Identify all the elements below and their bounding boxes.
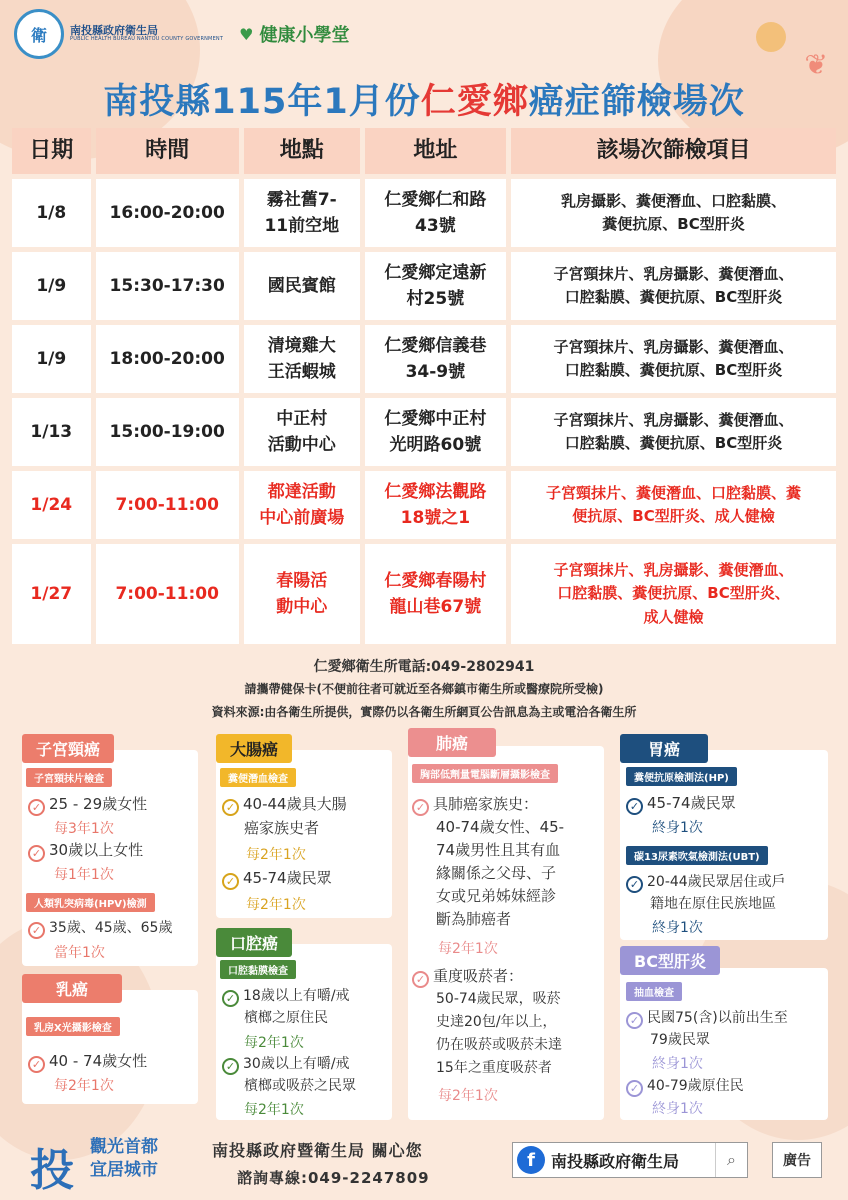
- hepatitis-item: [626, 1076, 744, 1097]
- breast-sub: 乳房X光攝影檢查: [26, 1017, 120, 1036]
- title-township: 仁愛鄉: [420, 82, 529, 122]
- hepatitis-item: [626, 1008, 788, 1029]
- oral-item-cont: 檳榔或吸菸之民眾: [244, 1078, 356, 1094]
- items-line: 口腔黏膜、糞便抗原、BC型肝炎: [564, 361, 783, 379]
- org-block: [70, 25, 223, 43]
- items-line: 子宮頸抹片、乳房攝影、糞便潛血、: [553, 410, 794, 429]
- item-text: 30歲以上有嚼/戒: [243, 1056, 350, 1072]
- oral-item: [222, 1054, 350, 1075]
- facebook-page-name: 南投縣政府衛生局: [551, 1151, 680, 1171]
- place-line: 中心前廣場: [259, 508, 345, 528]
- nantou-logo: 投: [30, 1145, 74, 1196]
- lung-item-cont: 緣關係之父母、子: [436, 864, 557, 882]
- cervical-item: [28, 794, 147, 816]
- stomach-sub1: 糞便抗原檢測法(HP): [626, 767, 737, 786]
- cell-address: [365, 398, 506, 466]
- colorectal-sub: 糞便潛血檢查: [220, 768, 296, 787]
- flower-decoration-icon: [756, 22, 786, 52]
- breast-tab: 乳癌: [22, 974, 122, 1003]
- frequency: 每2年1次: [244, 1102, 304, 1118]
- footer-org: 南投縣政府暨衛生局 關心您: [212, 1141, 423, 1160]
- oral-tab: 口腔癌: [216, 928, 292, 957]
- title-prefix: 南投縣115年1月份: [103, 82, 421, 122]
- title-suffix: 癌症篩檢場次: [528, 82, 745, 122]
- lung-item: [412, 966, 523, 988]
- cell-items: [511, 471, 836, 539]
- facebook-search-bar[interactable]: [512, 1142, 748, 1178]
- address-line: 仁愛鄉定遠新: [384, 262, 487, 283]
- item-text: 45-74歲民眾: [243, 869, 332, 887]
- item-text: 35歲、45歲、65歲: [49, 920, 173, 936]
- check-icon: ✓: [222, 873, 239, 890]
- frequency: 每2年1次: [246, 847, 306, 863]
- cell-address: [365, 325, 506, 393]
- cell-time: 7:00-11:00: [96, 471, 239, 539]
- address-line: 光明路60號: [389, 435, 482, 455]
- check-icon: ✓: [28, 1056, 45, 1073]
- source-note: 資料來源:由各衛生所提供，實際仍以各衛生所網頁公告訊息為主或電洽各衛生所: [211, 705, 637, 719]
- item-text: 45-74歲民眾: [647, 794, 736, 812]
- check-icon: ✓: [28, 845, 45, 862]
- bring-card-note: 請攜帶健保卡(不便前往者可就近至各鄉鎮市衛生所或醫療院所受檢): [244, 682, 604, 696]
- butterfly-icon: ❦: [804, 48, 828, 81]
- frequency: 每1年1次: [54, 867, 114, 883]
- items-line: 口腔黏膜、糞便抗原、BC型肝炎: [564, 288, 783, 306]
- item-text: 30歲以上女性: [49, 841, 144, 859]
- address-line: 仁愛鄉信義巷: [384, 335, 487, 356]
- page-title: [0, 74, 848, 124]
- items-line: 子宮頸抹片、乳房攝影、糞便潛血、: [553, 337, 794, 356]
- frequency: 終身1次: [652, 820, 703, 836]
- place-line: 動中心: [276, 597, 328, 617]
- header-place: 地點: [244, 128, 360, 174]
- place-line: 都達活動: [267, 481, 336, 502]
- lung-item-cont: 74歲男性且其有血: [436, 841, 561, 859]
- cell-date: 1/27: [12, 544, 91, 644]
- header-items: 該場次篩檢項目: [511, 128, 836, 174]
- cell-time: 15:30-17:30: [96, 252, 239, 320]
- cell-place: [244, 398, 360, 466]
- item-text: 40 - 74歲女性: [49, 1052, 148, 1070]
- address-line: 村25號: [406, 289, 465, 309]
- table-row: [12, 471, 836, 539]
- table-row: [12, 398, 836, 466]
- colorectal-item: [222, 868, 332, 890]
- lung-item-cont: 史達20包/年以上，: [436, 1014, 557, 1030]
- lung-item-cont: 仍在吸菸或吸菸未達: [436, 1037, 562, 1053]
- place-line: 中正村: [276, 408, 328, 429]
- cell-place: [244, 252, 360, 320]
- cell-address: [365, 179, 506, 247]
- colorectal-item: [222, 794, 347, 816]
- check-icon: ✓: [626, 876, 643, 893]
- place-line: 活動中心: [267, 435, 336, 455]
- school-name: 健康小學堂: [259, 25, 350, 46]
- colorectal-tab: 大腸癌: [216, 734, 292, 763]
- cell-address: [365, 252, 506, 320]
- check-icon: ✓: [626, 1012, 643, 1029]
- cell-time: 7:00-11:00: [96, 544, 239, 644]
- items-line: 口腔黏膜、糞便抗原、BC型肝炎、: [557, 584, 790, 603]
- item-text: 25 - 29歲女性: [49, 795, 148, 813]
- place-line: 國民賓館: [267, 275, 336, 296]
- search-icon[interactable]: ⌕: [715, 1143, 747, 1177]
- lung-tab: 肺癌: [408, 728, 496, 757]
- items-line: 便抗原、BC型肝炎、成人健檢: [572, 507, 775, 525]
- footer: [0, 1130, 848, 1200]
- place-line: 霧社舊7-: [266, 189, 337, 210]
- lung-item-cont: 50-74歲民眾，吸菸: [436, 991, 561, 1007]
- place-line: 春陽活: [276, 570, 328, 591]
- lung-item: [412, 794, 538, 816]
- item-text: 具肺癌家族史：: [433, 795, 539, 813]
- address-line: 龍山巷67號: [389, 597, 482, 617]
- header-time: 時間: [96, 128, 239, 174]
- header-address: 地址: [365, 128, 506, 174]
- colorectal-item-cont: 癌家族史者: [244, 819, 320, 837]
- cell-place: [244, 471, 360, 539]
- cell-place: [244, 179, 360, 247]
- cell-date: 1/8: [12, 179, 91, 247]
- check-icon: ✓: [626, 798, 643, 815]
- check-icon: ✓: [28, 922, 45, 939]
- cell-date: 1/13: [12, 398, 91, 466]
- address-line: 仁愛鄉春陽村: [384, 570, 487, 591]
- cell-items: [511, 325, 836, 393]
- facebook-icon: f: [517, 1146, 545, 1174]
- org-name: 南投縣政府衛生局: [70, 24, 158, 38]
- address-line: 43號: [415, 216, 456, 236]
- items-line: 成人健檢: [643, 607, 704, 626]
- check-icon: ✓: [222, 1058, 239, 1075]
- breast-item: [28, 1051, 147, 1073]
- hepatitis-tab: BC型肝炎: [620, 946, 720, 975]
- table-row: [12, 325, 836, 393]
- frequency: 每2年1次: [438, 941, 498, 957]
- hepatitis-item-cont: 79歲民眾: [650, 1032, 710, 1048]
- cell-date: 1/9: [12, 252, 91, 320]
- cervical-sub1: 子宮頸抹片檢查: [26, 768, 112, 787]
- frequency: 每2年1次: [246, 897, 306, 913]
- items-line: 乳房攝影、糞便潛血、口腔黏膜、: [561, 191, 787, 210]
- stomach-item-cont: 籍地在原住民族地區: [650, 896, 776, 912]
- health-bureau-logo: 衛: [14, 9, 64, 59]
- item-text: 重度吸菸者：: [433, 967, 524, 985]
- items-line: 子宮頸抹片、糞便潛血、口腔黏膜、糞: [546, 483, 802, 502]
- address-line: 仁愛鄉法觀路: [384, 481, 487, 502]
- address-line: 仁愛鄉中正村: [384, 408, 487, 429]
- schedule-table: [12, 128, 836, 649]
- lung-sub: 胸部低劑量電腦斷層攝影檢查: [412, 764, 558, 783]
- slogan: [90, 1136, 158, 1182]
- stomach-item: [626, 793, 736, 815]
- check-icon: ✓: [412, 799, 429, 816]
- slogan-line: 宜居城市: [90, 1159, 158, 1180]
- stomach-item: [626, 872, 786, 893]
- items-line: 口腔黏膜、糞便抗原、BC型肝炎: [564, 434, 783, 452]
- frequency: 終身1次: [652, 920, 703, 936]
- cell-time: 16:00-20:00: [96, 179, 239, 247]
- item-text: 40-79歲原住民: [647, 1078, 744, 1094]
- place-line: 11前空地: [264, 216, 340, 236]
- hepatitis-sub: 抽血檢查: [626, 982, 682, 1001]
- ad-badge: 廣告: [772, 1142, 822, 1178]
- frequency: 每2年1次: [438, 1088, 498, 1104]
- lung-item-cont: 斷為肺癌者: [436, 910, 512, 928]
- cell-items: [511, 398, 836, 466]
- check-icon: ✓: [222, 799, 239, 816]
- frequency: 終身1次: [652, 1056, 703, 1072]
- items-line: 糞便抗原、BC型肝炎: [602, 215, 745, 233]
- oral-sub: 口腔黏膜檢查: [220, 960, 296, 979]
- table-row: [12, 179, 836, 247]
- address-line: 18號之1: [400, 508, 471, 528]
- cervical-sub2: 人類乳突病毒(HPV)檢測: [26, 893, 155, 912]
- place-line: 王活蝦城: [267, 362, 336, 382]
- oral-item: [222, 986, 350, 1007]
- check-icon: ✓: [222, 990, 239, 1007]
- cell-items: [511, 252, 836, 320]
- items-line: 子宮頸抹片、乳房攝影、糞便潛血、: [553, 264, 794, 283]
- lung-item-cont: 15年之重度吸菸者: [436, 1060, 552, 1076]
- header: [14, 12, 349, 56]
- place-line: 清境雞大: [267, 335, 336, 356]
- item-text: 18歲以上有嚼/戒: [243, 988, 350, 1004]
- frequency: 每2年1次: [244, 1035, 304, 1051]
- address-line: 34-9號: [405, 362, 466, 382]
- stomach-sub2: 碳13尿素吹氣檢測法(UBT): [626, 846, 768, 865]
- slogan-line: 觀光首都: [90, 1137, 158, 1157]
- cell-place: [244, 325, 360, 393]
- cell-time: 15:00-19:00: [96, 398, 239, 466]
- check-icon: ✓: [626, 1080, 643, 1097]
- cell-place: [244, 544, 360, 644]
- cervical-tab: 子宮頸癌: [22, 734, 114, 763]
- consult-phone: 諮詢專線:049-2247809: [237, 1169, 430, 1187]
- frequency: 終身1次: [652, 1101, 703, 1117]
- cell-items: [511, 544, 836, 644]
- table-row: [12, 544, 836, 644]
- frequency: 每2年1次: [54, 1078, 114, 1094]
- cell-items: [511, 179, 836, 247]
- clinic-phone: 仁愛鄉衛生所電話:049-2802941: [313, 659, 535, 675]
- frequency: 當年1次: [54, 945, 105, 961]
- org-en-name: PUBLIC HEALTH BUREAU NANTOU COUNTY GOVERNMENT: [70, 36, 224, 43]
- oral-item-cont: 檳榔之原住民: [244, 1010, 328, 1026]
- cell-address: [365, 471, 506, 539]
- lung-item-cont: 40-74歲女性、45-: [436, 818, 565, 836]
- lung-item-cont: 女或兄弟姊妹經診: [436, 887, 557, 905]
- check-icon: ✓: [412, 971, 429, 988]
- table-header-row: [12, 128, 836, 174]
- address-line: 仁愛鄉仁和路: [384, 189, 487, 210]
- cell-time: 18:00-20:00: [96, 325, 239, 393]
- check-icon: ✓: [28, 799, 45, 816]
- cell-address: [365, 544, 506, 644]
- cell-date: 1/9: [12, 325, 91, 393]
- table-row: [12, 252, 836, 320]
- items-line: 子宮頸抹片、乳房攝影、糞便潛血、: [553, 561, 794, 580]
- item-text: 40-44歲具大腸: [243, 795, 347, 813]
- item-text: 民國75(含)以前出生至: [647, 1010, 788, 1026]
- stomach-tab: 胃癌: [620, 734, 708, 763]
- header-date: 日期: [12, 128, 91, 174]
- cervical-item: [28, 918, 172, 939]
- heart-icon: ♥: [239, 24, 254, 44]
- item-text: 20-44歲民眾居住或戶: [647, 874, 786, 890]
- cervical-item: [28, 840, 143, 862]
- frequency: 每3年1次: [54, 821, 114, 837]
- cell-date: 1/24: [12, 471, 91, 539]
